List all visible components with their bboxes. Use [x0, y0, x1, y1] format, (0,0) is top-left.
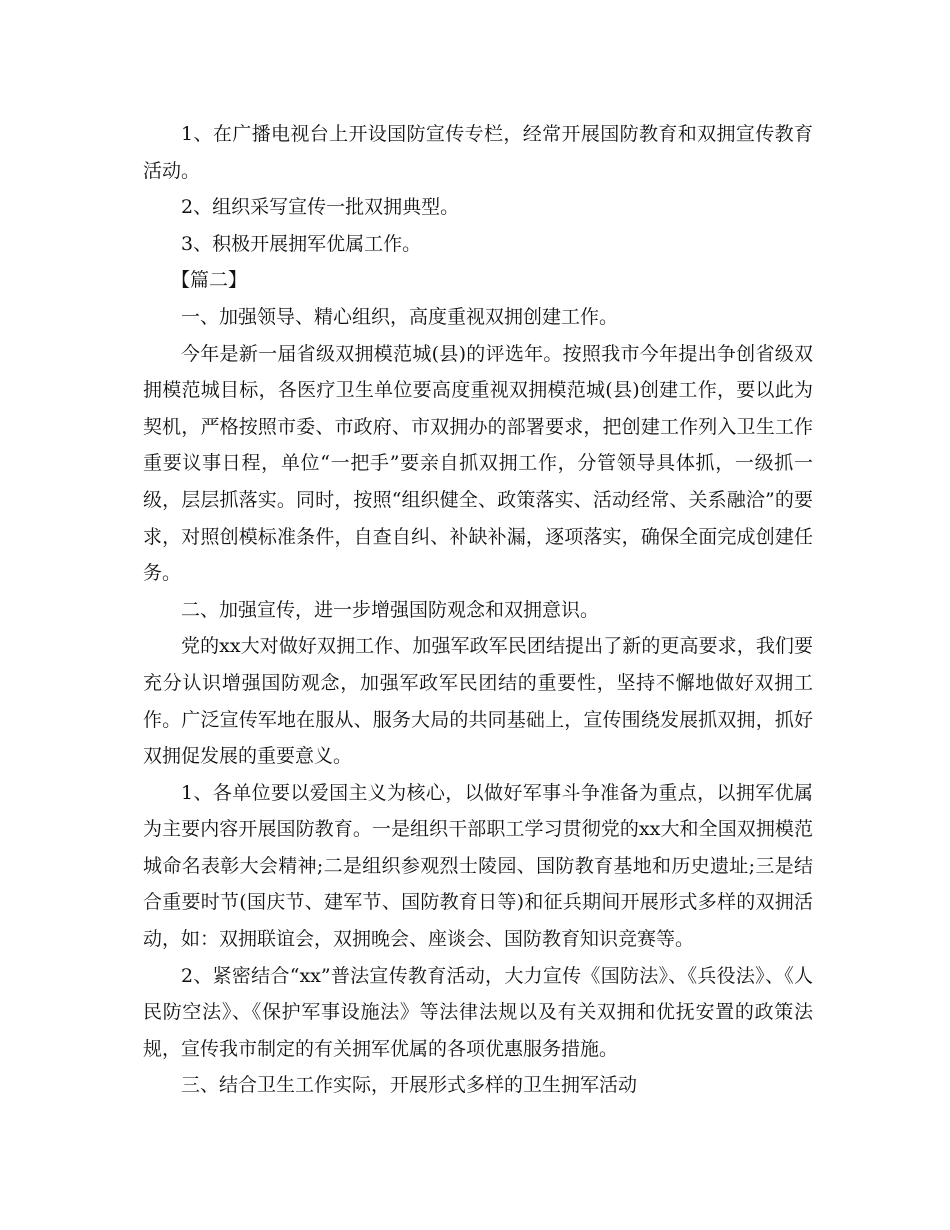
section-heading-part-two: 【篇二】	[171, 269, 248, 292]
paragraph-item-4: 1、各单位要以爱国主义为核心，以做好军事斗争准备为重点，以拥军优属为主要内容开展国防教育。一是组织干部职工学习贯彻党的xx大和全国双拥模范城命名表彰大会精神;二是组织参观烈士陵园、国防教育基地和历史遗址;三是结合重要时节(国庆节、建军节、国防教育日等)和征兵期间开展形式多样的双拥活动，如：双拥联谊会，双拥晚会、座谈会、国防教育知识竞赛等。	[143, 781, 813, 951]
section-heading-3: 三、结合卫生工作实际，开展形式多样的卫生拥军活动	[181, 1074, 638, 1097]
paragraph-item-2: 2、组织采写宣传一批双拥典型。	[181, 196, 460, 219]
section-heading-1: 一、加强领导、精心组织，高度重视双拥创建工作。	[181, 305, 619, 328]
document-body	[143, 116, 813, 1104]
paragraph-item-5: 2、紧密结合“xx”普法宣传教育活动，大力宣传《国防法》、《兵役法》、《人民防空法》、《保护军事设施法》等法律法规以及有关双拥和优抚安置的政策法规，宣传我市制定的有关拥军优属的各项优惠服务措施。	[143, 964, 813, 1060]
paragraph-body-1: 今年是新一届省级双拥模范城(县)的评选年。按照我市今年提出争创省级双拥模范城目标，各医疗卫生单位要高度重视双拥模范城(县)创建工作，要以此为契机，严格按照市委、市政府、市双拥办的部署要求，把创建工作列入卫生工作重要议事日程，单位“一把手”要亲自抓双拥工作，分管领导具体抓，一级抓一级，层层抓落实。同时，按照“组织健全、政策落实、活动经常、关系融洽”的要求，对照创模标准条件，自查自纠、补缺补漏，逐项落实，确保全面完成创建任务。	[143, 342, 813, 585]
paragraph-body-2: 党的xx大对做好双拥工作、加强军政军民团结提出了新的更高要求，我们要充分认识增强国防观念，加强军政军民团结的重要性，坚持不懈地做好双拥工作。广泛宣传军地在服从、服务大局的共同基础上，宣传围绕发展抓双拥，抓好双拥促发展的重要意义。	[143, 635, 813, 768]
section-heading-2: 二、加强宣传，进一步增强国防观念和双拥意识。	[181, 598, 600, 621]
paragraph-item-3: 3、积极开展拥军优属工作。	[181, 232, 422, 255]
paragraph-item-1: 1、在广播电视台上开设国防宣传专栏，经常开展国防教育和双拥宣传教育活动。	[143, 123, 813, 182]
